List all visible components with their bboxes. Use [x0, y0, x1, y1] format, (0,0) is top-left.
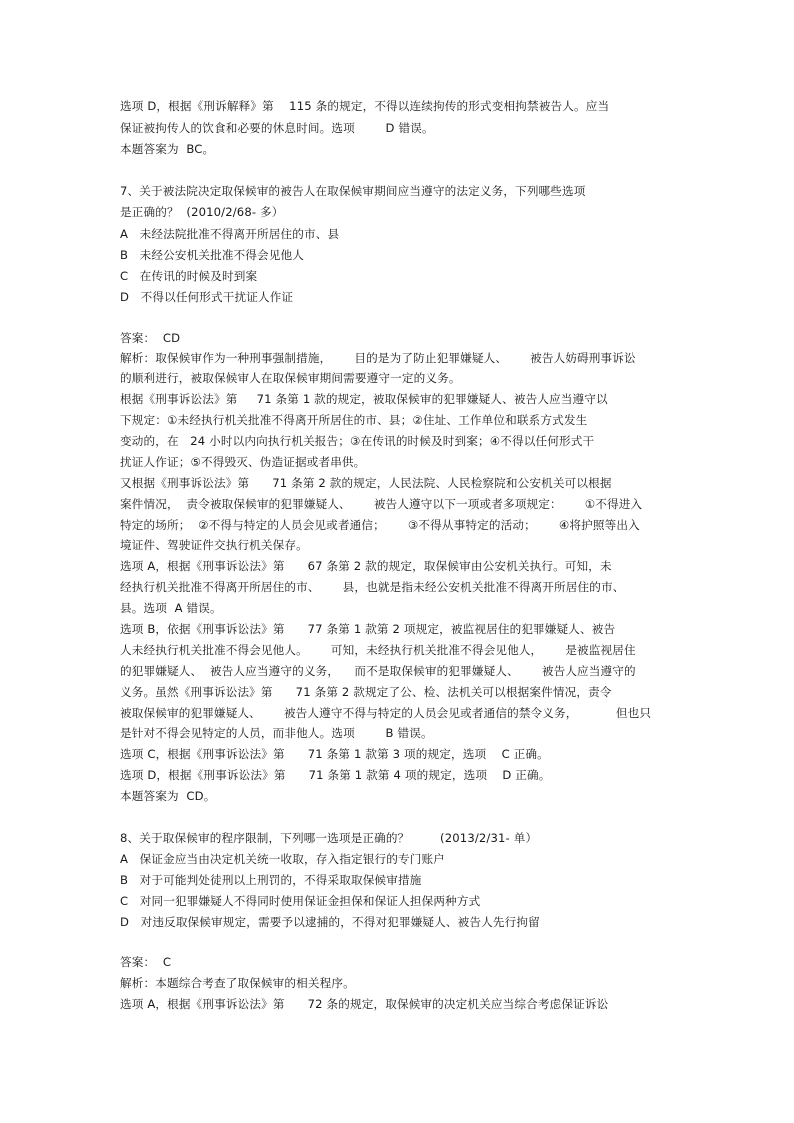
text-line: 的顺利进行，被取保候审人在取保候审期间需要遵守一定的义务。: [120, 371, 461, 385]
text-line: 选项 A，根据《刑事诉讼法》第 72 条的规定，取保候审的决定机关应当综合考虑保证诉讼: [120, 997, 609, 1011]
text-line: 选项 A，根据《刑事诉讼法》第 67 条第 2 款的规定，取保候审由公安机关执行。可知，未: [120, 559, 612, 573]
question-title: 是正确的？ (2010/2/68- 多）: [120, 205, 284, 219]
option-line: C 对同一犯罪嫌疑人不得同时使用保证金担保和保证人担保两种方式: [120, 894, 481, 908]
option-line: D 对违反取保候审规定，需要予以逮捕的，不得对犯罪嫌疑人、被告人先行拘留: [120, 915, 540, 929]
text-line: 根据《刑事诉讼法》第 71 条第 1 款的规定，被取保候审的犯罪嫌疑人、被告人应当遵守以: [120, 392, 608, 406]
text-line: 的犯罪嫌疑人、 被告人应当遵守的义务， 而不是取保候审的犯罪嫌疑人、 被告人应当遵守的: [120, 664, 636, 678]
option-line: A 保证金应当由决定机关统一收取，存入指定银行的专门账户: [120, 852, 445, 866]
text-line: 变动的，在 24 小时以内向执行机关报告；③在传讯的时候及时到案；④不得以任何形式干: [120, 434, 595, 448]
text-line: 案件情况， 责令被取保候审的犯罪嫌疑人、 被告人遵守以下一项或者多项规定： ①不得进入: [120, 497, 643, 511]
text-line: 选项 C，根据《刑事诉讼法》第 71 条第 1 款第 3 项的规定，选项 C 正确。: [120, 747, 549, 761]
question-title: 7、关于被法院决定取保候审的被告人在取保候审期间应当遵守的法定义务，下列哪些选项: [120, 184, 586, 198]
text-line: 解析：本题综合考查了取保候审的相关程序。: [120, 976, 355, 990]
text-line: 又根据《刑事诉讼法》第 71 条第 2 款的规定，人民法院、人民检察院和公安机关可以根据: [120, 476, 612, 490]
text-line: 扰证人作证；⑤不得毁灭、伪造证据或者串供。: [120, 455, 366, 469]
text-line: 选项 D，根据《刑诉解释》第 115 条的规定，不得以连续拘传的形式变相拘禁被告人。应当: [120, 99, 610, 113]
text-line: 解析：取保候审作为一种刑事强制措施， 目的是为了防止犯罪嫌疑人、 被告人妨碍刑事诉讼: [120, 351, 636, 365]
option-line: B 未经公安机关批准不得会见他人: [120, 248, 305, 262]
option-line: A 未经法院批准不得离开所居住的市、县: [120, 227, 340, 241]
text-line: 县。选项 A 错误。: [120, 601, 222, 615]
text-line: 境证件、驾驶证件交执行机关保存。: [120, 538, 308, 552]
text-line: 人未经执行机关批准不得会见他人。 可知，未经执行机关批准不得会见他人， 是被监视居住: [120, 643, 636, 657]
option-line: B 对于可能判处徒刑以上刑罚的，不得采取取保候审措施: [120, 873, 422, 887]
text-line: 本题答案为 CD。: [120, 789, 216, 803]
text-line: 是针对不得会见特定的人员，而非他人。选项 B 错误。: [120, 726, 433, 740]
text-line: 特定的场所； ②不得与特定的人员会见或者通信； ③不得从事特定的活动； ④将护照等出入: [120, 518, 640, 532]
text-line: 经执行机关批准不得离开所居住的市、 县，也就是指未经公安机关批准不得离开所居住的市、: [120, 580, 625, 594]
text-line: 保证被拘传人的饮食和必要的休息时间。选项 D 错误。: [120, 121, 434, 135]
option-line: C 在传讯的时候及时到案: [120, 269, 258, 283]
text-line: 义务。虽然《刑事诉讼法》第 71 条第 2 款规定了公、检、法机关可以根据案件情况，责令: [120, 685, 612, 699]
text-line: 选项 D，根据《刑事诉讼法》第 71 条第 1 款第 4 项的规定，选项 D 正确。: [120, 768, 551, 782]
option-line: D 不得以任何形式干扰证人作证: [120, 290, 294, 304]
question-title: 8、关于取保候审的程序限制，下列哪一选项是正确的？ (2013/2/31- 单）: [120, 831, 538, 845]
text-line: 下规定：①未经执行机关批准不得离开所居住的市、县；②住址、工作单位和联系方式发生: [120, 413, 588, 427]
text-line: 选项 B，依据《刑事诉讼法》第 77 条第 1 款第 2 项规定，被监视居住的犯罪嫌疑人、被告: [120, 622, 616, 636]
text-line: 被取保候审的犯罪嫌疑人、 被告人遵守不得与特定的人员会见或者通信的禁令义务， 但也只: [120, 706, 652, 720]
text-line: 本题答案为 BC。: [120, 142, 215, 156]
answer-line: 答案： CD: [120, 331, 181, 345]
answer-line: 答案： C: [120, 955, 172, 969]
